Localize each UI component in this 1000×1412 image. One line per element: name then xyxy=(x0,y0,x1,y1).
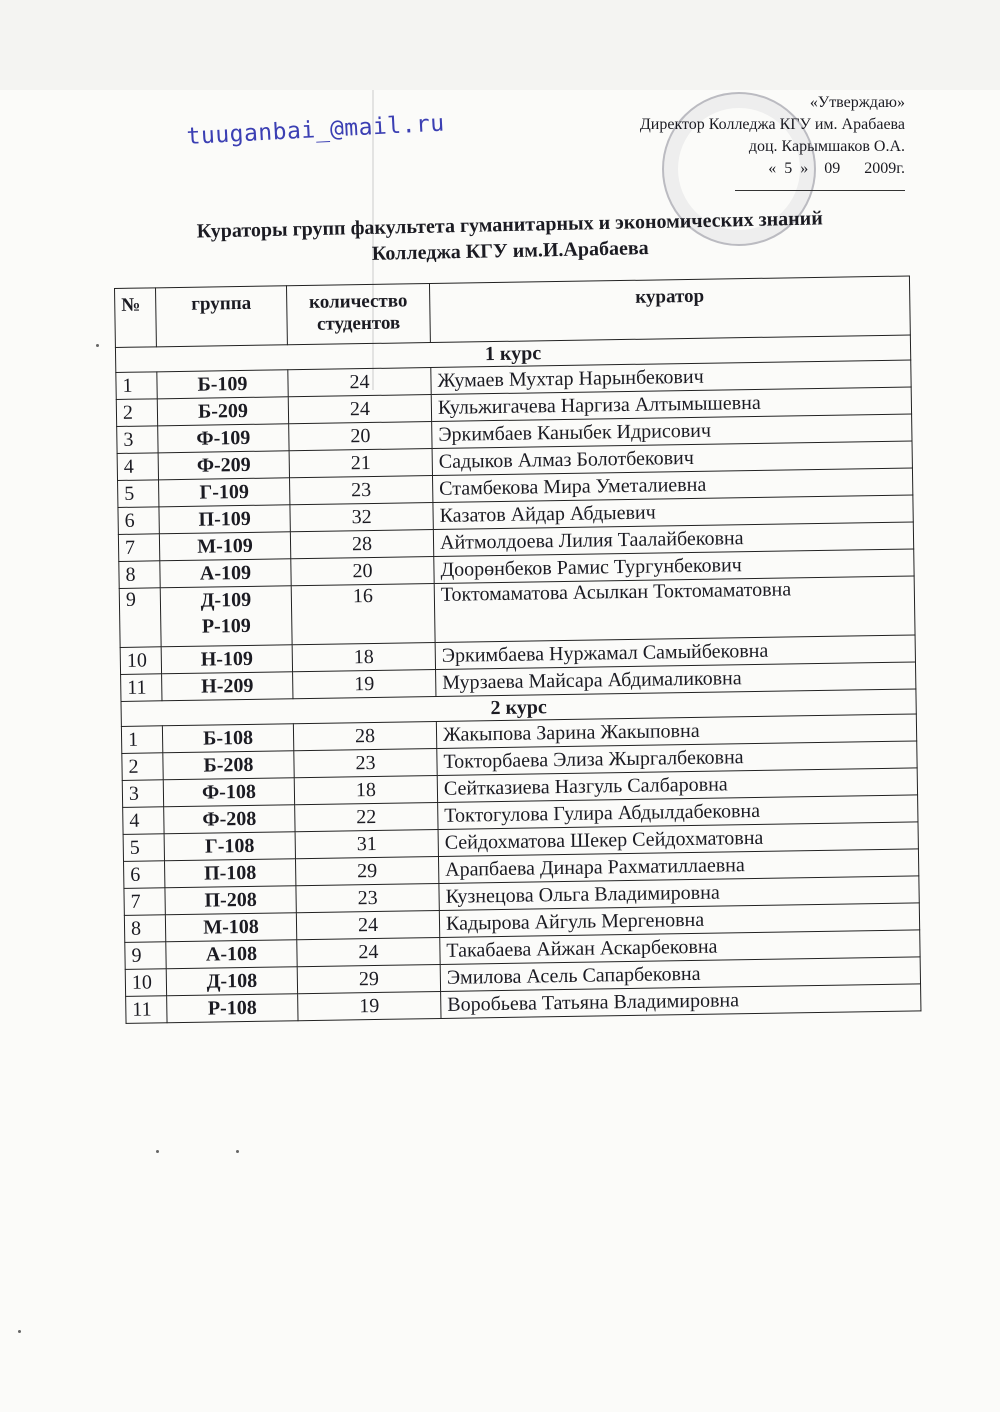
row-curator: Казатов Айдар Абдыевич xyxy=(433,495,913,530)
row-number: 7 xyxy=(124,888,165,916)
row-student-count: 20 xyxy=(291,557,434,586)
title-line-1: Кураторы групп факультета гуманитарных и экономических знаний xyxy=(196,207,823,243)
group-code: Б-208 xyxy=(203,753,254,777)
row-curator: Доорөнбеков Рамис Тургунбекович xyxy=(434,549,914,584)
row-student-count: 18 xyxy=(294,775,437,804)
row-student-count: 28 xyxy=(290,530,433,559)
curators-table-wrap xyxy=(114,275,921,1023)
row-curator: Токтогулова Гулира Абдылдабековна xyxy=(438,795,918,830)
row-student-count: 18 xyxy=(292,643,435,672)
row-number: 2 xyxy=(116,399,157,427)
row-group xyxy=(165,913,296,942)
header-group: группа xyxy=(156,286,288,347)
row-group xyxy=(158,424,289,453)
group-code: А-109 xyxy=(199,561,252,585)
group-code: Н-109 xyxy=(200,647,254,671)
row-group xyxy=(163,751,294,780)
row-curator: Стамбекова Мира Уметалиевна xyxy=(432,468,912,503)
row-curator: Кадырова Айгуль Мергеновна xyxy=(439,903,919,938)
row-group xyxy=(159,478,290,507)
group-code: М-109 xyxy=(197,534,254,558)
row-number: 6 xyxy=(118,507,159,535)
group-code: Г-108 xyxy=(204,834,255,858)
row-student-count: 22 xyxy=(295,802,438,831)
group-code: Д-109 xyxy=(200,588,252,612)
row-group xyxy=(160,559,291,588)
row-student-count: 24 xyxy=(288,368,431,397)
approval-position: Директор Колледжа КГУ им. Арабаева xyxy=(639,116,905,133)
row-student-count: 24 xyxy=(288,395,431,424)
group-code: Б-108 xyxy=(202,726,254,750)
group-code: Г-109 xyxy=(199,480,250,504)
group-code: Н-209 xyxy=(200,674,254,698)
document-title xyxy=(140,204,881,271)
row-curator: Сейдохматова Шекер Сейдохматовна xyxy=(438,822,918,857)
row-student-count: 28 xyxy=(293,721,436,750)
row-number: 1 xyxy=(121,726,162,754)
row-group xyxy=(165,859,296,888)
course-1-label: 1 курс xyxy=(115,335,910,372)
row-student-count: 23 xyxy=(294,748,437,777)
row-curator: Токторбаева Элиза Жыргалбековна xyxy=(437,741,917,776)
table-body xyxy=(115,335,921,1023)
row-student-count: 20 xyxy=(289,422,432,451)
header-curator: куратор xyxy=(429,276,910,343)
row-student-count: 24 xyxy=(296,910,439,939)
header-count: количество студентов xyxy=(286,284,430,345)
row-curator: Жакыпова Зарина Жакыповна xyxy=(436,714,916,749)
row-group xyxy=(161,645,292,674)
row-curator: Эркимбаев Каныбек Идрисович xyxy=(432,414,912,449)
row-curator: Арапбаева Динара Рахматиллаевна xyxy=(438,849,918,884)
scan-speck xyxy=(156,1150,159,1153)
row-group xyxy=(163,778,294,807)
row-group xyxy=(165,886,296,915)
row-curator: Такабаева Айжан Аскарбековна xyxy=(440,930,920,965)
row-curator: Воробьева Татьяна Владимировна xyxy=(441,984,921,1019)
row-number: 9 xyxy=(119,588,161,648)
row-group xyxy=(164,805,295,834)
row-student-count: 29 xyxy=(295,856,438,885)
signature-line xyxy=(735,190,905,191)
row-group xyxy=(162,724,293,753)
group-code: Ф-109 xyxy=(196,426,251,450)
curators-table xyxy=(114,275,921,1023)
row-student-count: 16 xyxy=(291,584,435,645)
row-group xyxy=(159,532,290,561)
row-curator: Сейтказиева Назгуль Салбаровна xyxy=(437,768,917,803)
row-student-count: 24 xyxy=(297,937,440,966)
row-curator: Айтмолдоева Лилия Таалайбековна xyxy=(433,522,913,557)
row-number: 5 xyxy=(123,834,164,862)
row-student-count: 19 xyxy=(298,991,441,1020)
row-group xyxy=(164,832,295,861)
row-group xyxy=(157,397,288,426)
row-curator: Кузнецова Ольга Владимировна xyxy=(439,876,919,911)
scan-margin xyxy=(0,0,1000,90)
group-code: П-109 xyxy=(198,507,251,531)
row-group xyxy=(160,586,292,647)
group-code-secondary: Р-109 xyxy=(201,614,251,638)
course-2-label: 2 курс xyxy=(121,689,916,726)
row-student-count: 31 xyxy=(295,829,438,858)
row-number: 6 xyxy=(124,861,165,889)
row-group xyxy=(166,940,297,969)
group-code: М-108 xyxy=(203,915,259,939)
row-number: 5 xyxy=(118,480,159,508)
row-group xyxy=(158,451,289,480)
row-number: 3 xyxy=(122,780,163,808)
group-code: Д-108 xyxy=(206,969,258,993)
row-number: 4 xyxy=(117,453,158,481)
group-code: П-108 xyxy=(203,861,257,885)
group-code: Ф-108 xyxy=(201,780,257,804)
row-number: 8 xyxy=(119,561,160,589)
row-number: 11 xyxy=(126,996,167,1024)
scan-speck xyxy=(18,1330,21,1333)
group-code: Ф-209 xyxy=(196,453,251,477)
approval-block xyxy=(560,92,905,191)
title-line-2: Колледжа КГУ им.И.Арабаева xyxy=(371,237,649,265)
row-number: 4 xyxy=(123,807,164,835)
row-group xyxy=(167,994,298,1023)
row-group xyxy=(157,370,288,399)
header-no: № xyxy=(115,288,157,348)
row-group xyxy=(162,672,293,701)
row-student-count: 29 xyxy=(297,964,440,993)
row-student-count: 23 xyxy=(296,883,439,912)
scan-speck xyxy=(96,344,99,347)
row-curator: Садыков Алмаз Болотбекович xyxy=(432,441,912,476)
group-code: Б-109 xyxy=(197,372,248,396)
handwritten-email: tuuganbai_@mail.ru xyxy=(186,110,446,150)
row-number: 3 xyxy=(117,426,158,454)
row-curator: Кульжигачева Наргиза Алтымышевна xyxy=(431,387,911,422)
group-code: П-208 xyxy=(204,888,257,912)
group-code: А-108 xyxy=(205,942,258,966)
row-group xyxy=(159,505,290,534)
approval-heading: «Утверждаю» xyxy=(809,94,905,111)
row-student-count: 19 xyxy=(293,669,436,698)
row-group xyxy=(166,967,297,996)
row-number: 11 xyxy=(121,674,162,702)
row-number: 8 xyxy=(124,915,165,943)
approval-date: « 5 » 09 2009г. xyxy=(768,160,905,177)
row-number: 1 xyxy=(116,372,157,400)
row-curator: Эркимбаева Нуржамал Самыйбековна xyxy=(435,635,915,670)
row-curator: Мурзаева Майсара Абдималиковна xyxy=(436,662,916,697)
row-number: 10 xyxy=(125,969,166,997)
row-student-count: 21 xyxy=(289,449,432,478)
approval-name: доц. Карымшаков О.А. xyxy=(748,138,905,155)
row-number: 10 xyxy=(120,647,161,675)
row-curator: Эмилова Асель Сапарбековна xyxy=(440,957,920,992)
row-number: 7 xyxy=(118,534,159,562)
group-code: Ф-208 xyxy=(202,807,257,831)
row-student-count: 32 xyxy=(290,503,433,532)
row-curator: Токтомаматова Асылкан Токтомаматовна xyxy=(434,576,915,643)
row-number: 2 xyxy=(122,753,163,781)
group-code: Б-209 xyxy=(197,399,249,423)
row-student-count: 23 xyxy=(290,476,433,505)
row-number: 9 xyxy=(125,942,166,970)
scan-speck xyxy=(236,1150,239,1153)
row-curator: Жумаев Мухтар Нарынбекович xyxy=(431,360,911,395)
group-code: Р-108 xyxy=(207,996,257,1020)
